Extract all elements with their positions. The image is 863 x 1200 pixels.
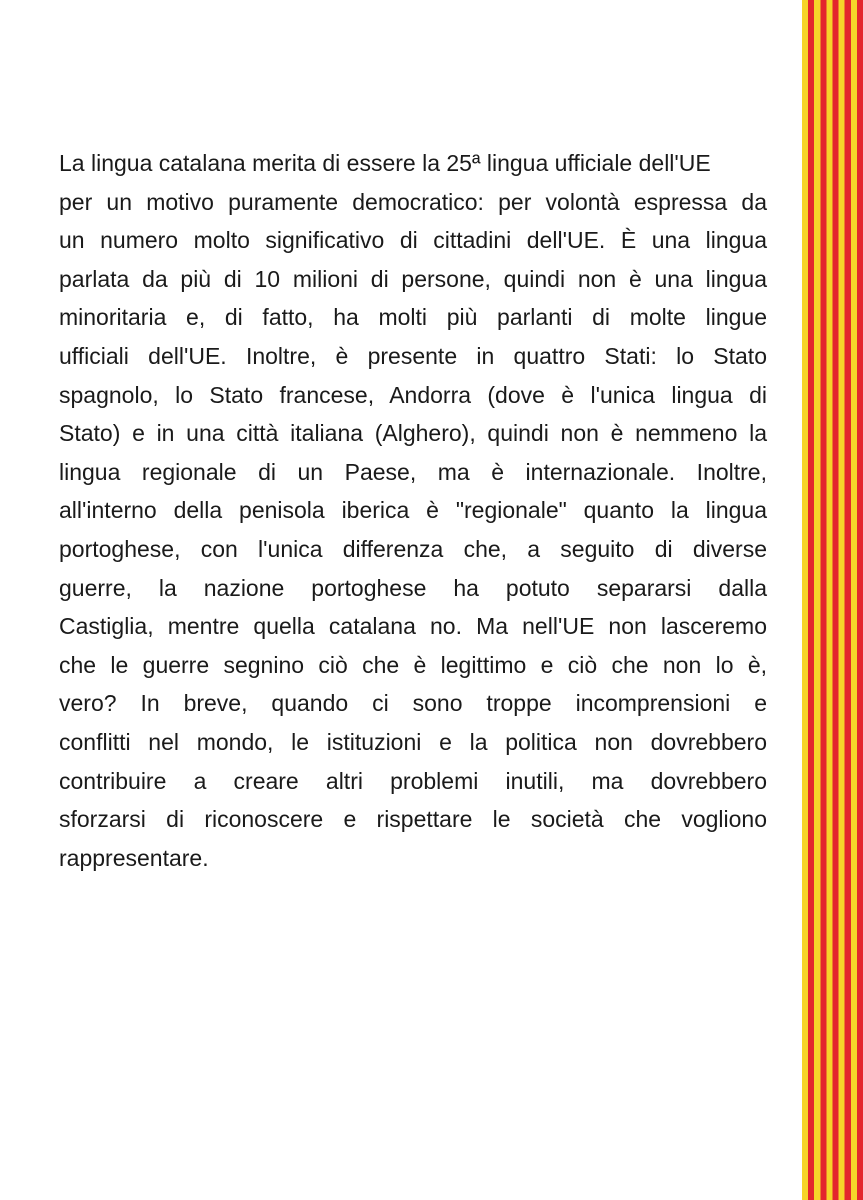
text-line: che le guerre segnino ciò che è legittimo e ciò che non lo è,	[59, 651, 767, 678]
catalan-flag-stripe	[802, 0, 863, 1200]
text-line: La lingua catalana merita di essere la 25ª lingua ufficiale dell'UE	[59, 150, 711, 176]
text-line: guerre, la nazione portoghese ha potuto separarsi dalla	[59, 574, 767, 601]
text-line: portoghese, con l'unica differenza che, a seguito di diverse	[59, 535, 767, 562]
text-line: un numero molto significativo di cittadini dell'UE. È una lingua	[59, 227, 767, 254]
text-line: spagnolo, lo Stato francese, Andorra (dove è l'unica lingua di	[59, 381, 767, 408]
text-line: minoritaria e, di fatto, ha molti più parlanti di molte lingue	[59, 304, 767, 331]
text-line: Castiglia, mentre quella catalana no. Ma nell'UE non lasceremo	[59, 613, 767, 640]
text-line: Stato) e in una città italiana (Alghero), quindi non è nemmeno la	[59, 420, 767, 447]
text-line: lingua regionale di un Paese, ma è internazionale. Inoltre,	[59, 458, 767, 485]
text-line: sforzarsi di riconoscere e rispettare le società che vogliono	[59, 806, 767, 833]
text-line: all'interno della penisola iberica è "regionale" quanto la lingua	[59, 497, 767, 524]
text-line: rappresentare.	[59, 844, 209, 871]
text-line: parlata da più di 10 milioni di persone, quindi non è una lingua	[59, 265, 767, 292]
text-line: per un motivo puramente democratico: per volontà espressa da	[59, 188, 767, 215]
text-line: conflitti nel mondo, le istituzioni e la politica non dovrebbero	[59, 728, 767, 755]
body-paragraph	[59, 144, 767, 877]
text-line: ufficiali dell'UE. Inoltre, è presente in quattro Stati: lo Stato	[59, 342, 767, 369]
text-line: vero? In breve, quando ci sono troppe incomprensioni e	[59, 690, 767, 717]
text-line: contribuire a creare altri problemi inutili, ma dovrebbero	[59, 767, 767, 794]
